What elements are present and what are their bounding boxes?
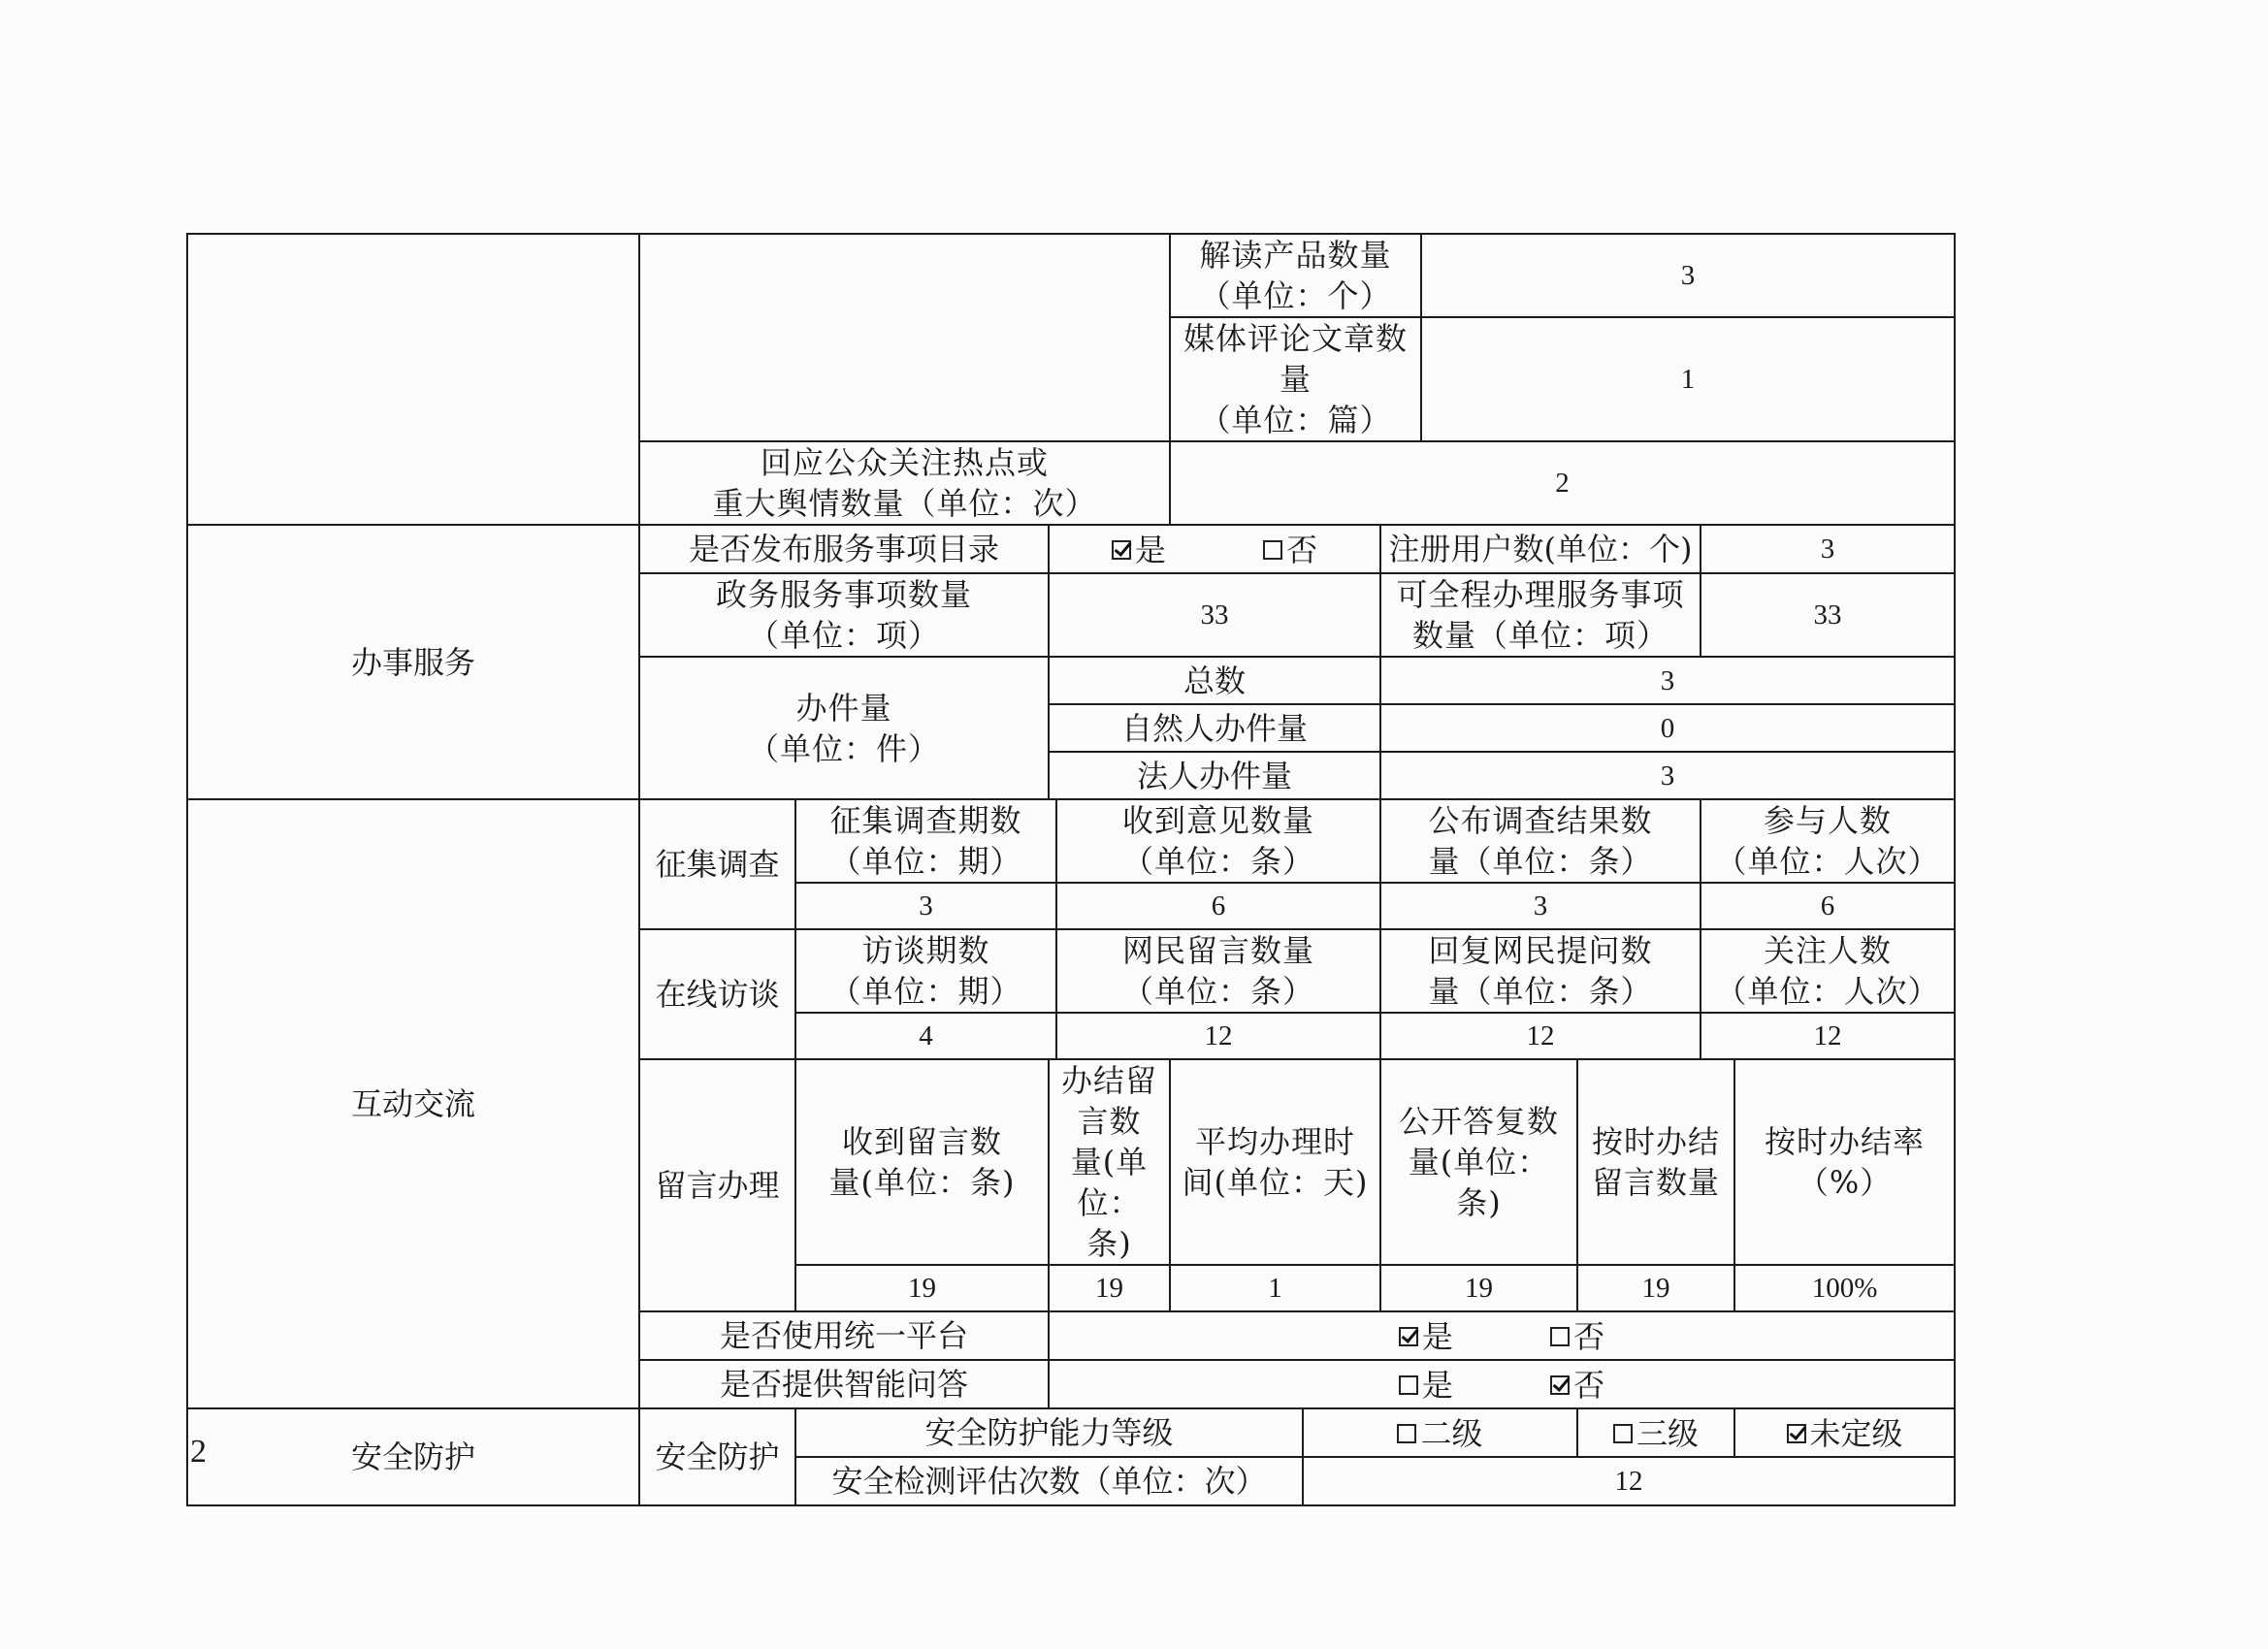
level-undefined-option[interactable]: 未定级 (1787, 1413, 1903, 1454)
label-legal-person-cases: 法人办件量 (1049, 752, 1380, 799)
catalog-options (1049, 525, 1380, 573)
interview-value: 12 (1380, 1013, 1701, 1059)
label-registered-users: 注册用户数(单位：个) (1380, 525, 1701, 573)
platform-no-option[interactable]: 否 (1550, 1316, 1604, 1357)
value-registered-users: 3 (1701, 525, 1955, 573)
checkbox-icon (1550, 1327, 1570, 1346)
interview-header: 网民留言数量 （单位：条） (1056, 929, 1380, 1013)
message-value: 100% (1734, 1265, 1955, 1311)
label-catalog: 是否发布服务事项目录 (639, 525, 1049, 573)
label-cases: 办件量 （单位：件） (639, 657, 1049, 799)
report-table (186, 233, 1954, 1500)
label-interpretation-count: 解读产品数量 （单位：个） (1170, 234, 1421, 317)
level-3-option[interactable]: 三级 (1613, 1413, 1699, 1454)
survey-value: 3 (1380, 883, 1701, 929)
value-natural-person-cases: 0 (1380, 704, 1955, 752)
value-full-process-items: 33 (1701, 573, 1955, 657)
message-value: 19 (1577, 1265, 1734, 1311)
label-cases-total: 总数 (1049, 657, 1380, 704)
label-service-items: 政务服务事项数量 （单位：项） (639, 573, 1049, 657)
message-value: 19 (795, 1265, 1049, 1311)
label-full-process-items: 可全程办理服务事项 数量（单位：项） (1380, 573, 1701, 657)
label-unified-platform: 是否使用统一平台 (639, 1311, 1049, 1360)
survey-header: 收到意见数量 （单位：条） (1056, 799, 1380, 883)
message-header: 公开答复数 量(单位：条) (1380, 1059, 1577, 1265)
value-service-items: 33 (1049, 573, 1380, 657)
checkbox-icon (1263, 540, 1282, 560)
section-interaction: 互动交流 (187, 799, 639, 1408)
survey-value: 6 (1056, 883, 1380, 929)
label-survey: 征集调查 (639, 799, 795, 929)
survey-value: 6 (1701, 883, 1955, 929)
checkbox-icon (1397, 1424, 1416, 1443)
level-2-option[interactable]: 二级 (1397, 1413, 1482, 1454)
value-security-evaluations: 12 (1303, 1457, 1955, 1505)
option-level-2-cell (1303, 1408, 1577, 1457)
catalog-no-option[interactable]: 否 (1263, 530, 1317, 570)
option-level-undefined-cell (1734, 1408, 1955, 1457)
value-interpretation-count: 3 (1421, 234, 1955, 317)
survey-header: 征集调查期数 （单位：期） (795, 799, 1056, 883)
unified-platform-options (1049, 1311, 1955, 1360)
section-security: 安全防护 (187, 1408, 639, 1505)
section-label-empty (187, 234, 639, 525)
interview-header: 回复网民提问数 量（单位：条） (1380, 929, 1701, 1013)
interview-value: 12 (1701, 1013, 1955, 1059)
interview-value: 4 (795, 1013, 1056, 1059)
survey-value: 3 (795, 883, 1056, 929)
message-header: 按时办结率 （%） (1734, 1059, 1955, 1265)
checked-box-icon (1399, 1327, 1418, 1346)
label-security-level: 安全防护能力等级 (795, 1408, 1303, 1457)
label-smart-qa: 是否提供智能问答 (639, 1360, 1049, 1408)
label-security-evaluations: 安全检测评估次数（单位：次） (795, 1457, 1303, 1505)
message-value: 1 (1170, 1265, 1380, 1311)
checkbox-icon (1399, 1375, 1418, 1395)
qa-yes-option[interactable]: 是 (1399, 1365, 1453, 1406)
value-cases-total: 3 (1380, 657, 1955, 704)
platform-yes-option[interactable]: 是 (1399, 1316, 1453, 1357)
message-value: 19 (1049, 1265, 1170, 1311)
smart-qa-options (1049, 1360, 1955, 1408)
survey-header: 公布调查结果数 量（单位：条） (1380, 799, 1701, 883)
message-header: 按时办结 留言数量 (1577, 1059, 1734, 1265)
empty-cell (639, 234, 1170, 441)
interview-header: 关注人数 （单位：人次） (1701, 929, 1955, 1013)
interview-header: 访谈期数 （单位：期） (795, 929, 1056, 1013)
checked-box-icon (1112, 540, 1131, 560)
label-interview: 在线访谈 (639, 929, 795, 1059)
message-value: 19 (1380, 1265, 1577, 1311)
message-header: 平均办理时 间(单位：天) (1170, 1059, 1380, 1265)
page-number: 2 (190, 1434, 207, 1470)
label-message-handling: 留言办理 (639, 1059, 795, 1311)
catalog-yes-option[interactable]: 是 (1112, 530, 1166, 570)
value-media-articles: 1 (1421, 317, 1955, 441)
interview-value: 12 (1056, 1013, 1380, 1059)
value-hotspot-response: 2 (1170, 441, 1955, 525)
message-header: 收到留言数 量(单位：条) (795, 1059, 1049, 1265)
value-legal-person-cases: 3 (1380, 752, 1955, 799)
checked-box-icon (1550, 1375, 1570, 1395)
option-level-3-cell (1577, 1408, 1734, 1457)
label-hotspot-response: 回应公众关注热点或 重大舆情数量（单位：次） (639, 441, 1170, 525)
label-security-sub: 安全防护 (639, 1408, 795, 1505)
checkbox-icon (1613, 1424, 1633, 1443)
section-service: 办事服务 (187, 525, 639, 799)
message-header: 办结留言数 量(单位：条) (1049, 1059, 1170, 1265)
survey-header: 参与人数 （单位：人次） (1701, 799, 1955, 883)
label-media-articles: 媒体评论文章数量 （单位：篇） (1170, 317, 1421, 441)
label-natural-person-cases: 自然人办件量 (1049, 704, 1380, 752)
qa-no-option[interactable]: 否 (1550, 1365, 1604, 1406)
checked-box-icon (1787, 1424, 1806, 1443)
